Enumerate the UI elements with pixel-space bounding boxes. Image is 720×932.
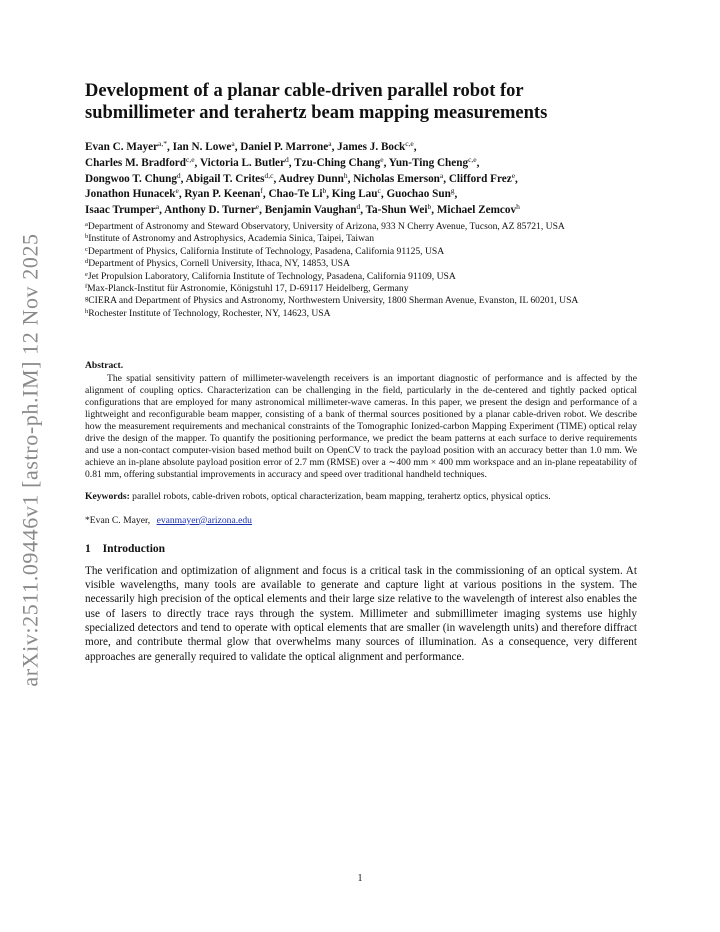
section-heading xyxy=(85,542,637,556)
author xyxy=(353,170,444,185)
author xyxy=(448,170,516,185)
author-affiliation-mark: f xyxy=(260,186,263,196)
author xyxy=(85,141,167,153)
author xyxy=(268,188,326,200)
author xyxy=(164,204,259,216)
affiliation-text: Department of Physics, California Institute of Technology, Pasadena, California 91125, USA xyxy=(87,245,445,257)
affiliation-key: h xyxy=(85,307,89,315)
section-title: Introduction xyxy=(102,542,166,555)
affiliation-key: g xyxy=(85,295,89,303)
author-line: Charles M. Bradford$^{c,e}$, Victoria L. Butler$^d$, Tzu-Ching Chang$^e$, Yun-Ting Cheng$^{c,e}$, xyxy=(85,154,480,169)
author-affiliation-mark: a xyxy=(231,139,235,148)
keywords-heading: Keywords: xyxy=(85,491,130,503)
author-affiliation-mark: a xyxy=(439,170,444,180)
author-line: Isaac Trumper$^a$, Anthony D. Turner$^e$, Benjamin Vaughan$^d$, Ta-Shun Wei$^b$, Michael Zemcov$^h$ xyxy=(85,202,520,217)
author-line: Jonathon Hunacek$^e$, Ryan P. Keenan$^f$, Chao-Te Li$^b$, King Lau$^c$, Guochao Sun$^g$, xyxy=(85,186,458,201)
affiliation xyxy=(85,233,637,245)
author xyxy=(173,141,235,153)
author-affiliation-mark: e xyxy=(511,170,516,180)
author xyxy=(85,154,195,169)
author xyxy=(366,204,432,216)
affiliation-key: c xyxy=(85,245,88,253)
author-name: Tzu-Ching Chang xyxy=(294,156,381,169)
author-line: Dongwoo T. Chung$^d$, Abigail T. Crites$^{d,c}$, Audrey Dunn$^h$, Nicholas Emerson$^a$, Clifford Frez$^e$, xyxy=(85,170,518,185)
author-affiliation-mark: c,e xyxy=(186,154,195,164)
affiliation-text: Department of Physics, Cornell University, Ithaca, NY, 14853, USA xyxy=(88,258,350,270)
author-name: King Lau xyxy=(331,188,378,201)
author xyxy=(332,188,381,200)
author-affiliation-mark: d xyxy=(284,154,289,164)
author-affiliation-mark: d,c xyxy=(264,170,274,180)
keywords xyxy=(85,490,637,505)
author-name: Chao-Te Li xyxy=(268,188,323,201)
affiliation-text: Institute of Astronomy and Astrophysics, Academia Sinica, Taipei, Taiwan xyxy=(88,233,375,245)
intro-paragraph: The verification and optimization of alignment and focus is a critical task in the commissioning of an optical system. At visible wavelengths, many tools are available to generate and capture light at various positions in the system. The necessarily high precision of the optical elements and their large size relative to the wavelength of interest also enables the use of lasers to directly trace rays through the system. Millimeter and submillimeter imaging systems use highly specialized detectors and tend to operate with optical elements that are smaller (in wavelength units) and therefore diffract more, and contribute thermal glow that overwhelms many sources of illumination. As a consequence, very different approaches are generally required to validate the optical alignment and performance. xyxy=(85,564,637,663)
author-affiliation-mark: e xyxy=(175,186,179,196)
affiliation-key: b xyxy=(85,233,89,241)
paper-page xyxy=(85,80,637,675)
author xyxy=(294,154,384,169)
abstract-body: The spatial sensitivity pattern of millimeter-wavelength receivers is an important diagnostic of performance and is affected by the alignment of coupling optics. Characterization can be challenging in the field, particularly in the de-centered and tightly packed optical configurations that are employed for many astronomical millimeter-wave cameras. In this paper, we present the design and performance of a lightweight and reconfigurable beam mapper, consisting of a bank of thermal sources positioned by a planar cable-driven robot. We describe how the measurement requirements and mechanical constraints of the Tomographic Ionized-carbon Mapping Experiment (TIME) optical relay drive the design of the mapper. To quantify the positioning performance, we predict the beam patterns at each surface to derive requirements and use a non-contact computer-vision based method built on OpenCV to track the payload position with an accuracy better than 1.0 mm. We achieve an in-plane absolute payload position error of 2.7 mm (RMSE) over a ∼400 mm × 400 mm workspace and an in-plane repeatability of 0.81 mm, offering substantial improvements in accuracy and speed over traditional handheld techniques. xyxy=(85,373,637,481)
author-affiliation-mark: h xyxy=(516,202,520,212)
abstract xyxy=(85,360,637,481)
title-line: Development of a planar cable-driven parallel robot for xyxy=(85,81,524,101)
author-affiliation-mark: a xyxy=(155,202,160,212)
author-name: Dongwoo T. Chung xyxy=(85,172,177,185)
corresponding-author xyxy=(85,514,637,527)
paper-title xyxy=(85,80,637,124)
keywords-text: parallel robots, cable-driven robots, optical characterization, beam mapping, terahertz optics, physical optics. xyxy=(132,491,551,503)
author xyxy=(85,188,179,200)
author-name: Audrey Dunn xyxy=(278,172,344,185)
author xyxy=(386,188,454,200)
author-name: Anthony D. Turner xyxy=(164,204,256,217)
author-name: Ta-Shun Wei xyxy=(365,204,428,217)
arxiv-side-identifier xyxy=(14,230,48,690)
author xyxy=(184,188,262,200)
author-affiliation-mark: d xyxy=(356,202,361,212)
author-affiliation-mark: b xyxy=(322,186,327,196)
corresponding-author-email-link[interactable]: evanmayer@arizona.edu xyxy=(156,514,252,526)
affiliation xyxy=(85,283,637,295)
author-affiliation-mark: e xyxy=(380,154,384,164)
affiliation xyxy=(85,295,637,307)
author-affiliation-mark: a xyxy=(328,139,332,148)
author-affiliation-mark: c xyxy=(377,186,381,196)
author xyxy=(199,154,289,169)
author xyxy=(278,170,348,185)
author-name: Ryan P. Keenan xyxy=(184,188,261,201)
author xyxy=(185,170,274,185)
title-line: submillimeter and terahertz beam mapping measurements xyxy=(85,103,548,123)
affiliation-key: d xyxy=(85,258,89,266)
author-name: James J. Bock xyxy=(337,141,406,153)
abstract-heading: Abstract. xyxy=(85,360,124,372)
author-affiliation-mark: c,e xyxy=(405,139,414,148)
author xyxy=(388,154,477,169)
author xyxy=(240,141,331,153)
author-name: Jonathon Hunacek xyxy=(85,188,176,201)
affiliation-text: Max-Planck-Institut für Astronomie, Königstuhl 17, D-69117 Heidelberg, Germany xyxy=(87,283,409,295)
author-name: Michael Zemcov xyxy=(436,204,517,217)
author-name: Benjamin Vaughan xyxy=(264,204,357,217)
affiliation-key: f xyxy=(85,283,88,291)
author-list xyxy=(85,140,637,219)
author-name: Isaac Trumper xyxy=(85,204,156,217)
affiliation-key: a xyxy=(85,220,88,228)
author-affiliation-mark: e xyxy=(255,202,260,212)
section-number: 1 xyxy=(85,542,91,555)
affiliation-text: Rochester Institute of Technology, Rochester, NY, 14623, USA xyxy=(88,307,331,319)
affiliation-key: e xyxy=(85,270,88,278)
affiliation xyxy=(85,308,637,320)
author-affiliation-mark: h xyxy=(343,170,348,180)
arxiv-id-text: arXiv:2511.09446v1 [astro-ph.IM] 12 Nov 2025 xyxy=(18,233,43,687)
page-number: 1 xyxy=(357,873,363,884)
author-affiliation-mark: a,* xyxy=(158,139,167,148)
affiliation xyxy=(85,258,637,270)
author-name: Abigail T. Crites xyxy=(185,172,265,185)
author xyxy=(85,170,181,185)
author-name: Nicholas Emerson xyxy=(353,172,440,185)
author xyxy=(337,141,414,153)
corresponding-author-label: *Evan C. Mayer, xyxy=(85,514,151,526)
affiliation xyxy=(85,221,637,233)
author-affiliation-mark: g xyxy=(450,186,455,196)
author-name: Guochao Sun xyxy=(386,188,451,201)
author-name: Ian N. Lowe xyxy=(172,141,232,153)
author-line: Evan C. Mayer$^{a,*}$, Ian N. Lowe$^a$, Daniel P. Marrone$^a$, James J. Bock$^{c,e}$, xyxy=(85,139,417,153)
affiliation xyxy=(85,246,637,258)
author-name: Charles M. Bradford xyxy=(85,156,186,169)
author-affiliation-mark: b xyxy=(427,202,432,212)
author xyxy=(437,204,520,216)
affiliation-text: CIERA and Department of Physics and Astronomy, Northwestern University, 1800 Sherman Avenue, Evanston, IL 60201, USA xyxy=(88,295,579,307)
author-name: Yun-Ting Cheng xyxy=(388,156,469,169)
author xyxy=(85,204,159,216)
affiliation xyxy=(85,271,637,283)
author-affiliation-mark: d xyxy=(176,170,181,180)
author-name: Evan C. Mayer xyxy=(85,141,159,153)
affiliation-text: Jet Propulsion Laboratory, California Institute of Technology, Pasadena, California 91109, USA xyxy=(87,270,456,282)
author xyxy=(265,204,360,216)
author-name: Daniel P. Marrone xyxy=(240,141,329,153)
author-name: Clifford Frez xyxy=(448,172,512,185)
author-affiliation-mark: c,e xyxy=(468,154,477,164)
affiliation-list xyxy=(85,221,637,320)
author-name: Victoria L. Butler xyxy=(199,156,285,169)
affiliation-text: Department of Astronomy and Steward Observatory, University of Arizona, 933 N Cherry Avenue, Tucson, AZ 85721, USA xyxy=(87,220,565,232)
